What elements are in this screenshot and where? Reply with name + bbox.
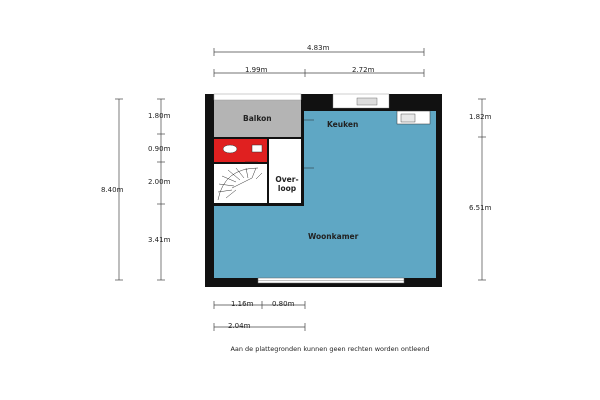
kitchen-sink (401, 114, 415, 122)
room-label-balkon: Balkon (243, 114, 272, 123)
room-label-overloop-2: loop (277, 184, 297, 193)
dim-bottom-1: 1.16m (231, 300, 254, 308)
dim-top-total: 4.83m (307, 44, 330, 52)
dim-left-2: 0.90m (148, 145, 171, 153)
balcony-rail (214, 94, 301, 100)
disclaimer-text: Aan de plattegronden kunnen geen rechten worden ontleend (230, 345, 430, 353)
dim-bottom-2: 0.80m (272, 300, 295, 308)
kitchen-appliance (357, 98, 377, 105)
dim-bottom-total: 2.04m (228, 322, 251, 330)
dim-left-total: 8.40m (101, 186, 124, 194)
landing-area (269, 139, 303, 203)
dim-left-1: 1.80m (148, 112, 171, 120)
dim-right-top: 1.82m (469, 113, 492, 121)
dim-left-3: 2.00m (148, 178, 171, 186)
dim-top-right: 2.72m (352, 66, 375, 74)
toilet-bowl (223, 145, 237, 153)
dim-left-4: 3.41m (148, 236, 171, 244)
dim-top-left: 1.99m (245, 66, 268, 74)
room-label-woonkamer: Woonkamer (308, 232, 359, 241)
toilet-sink (252, 145, 262, 152)
room-label-keuken: Keuken (327, 120, 359, 129)
room-label-overloop-1: Over- (275, 175, 299, 184)
dim-right-bottom: 6.51m (469, 204, 492, 212)
